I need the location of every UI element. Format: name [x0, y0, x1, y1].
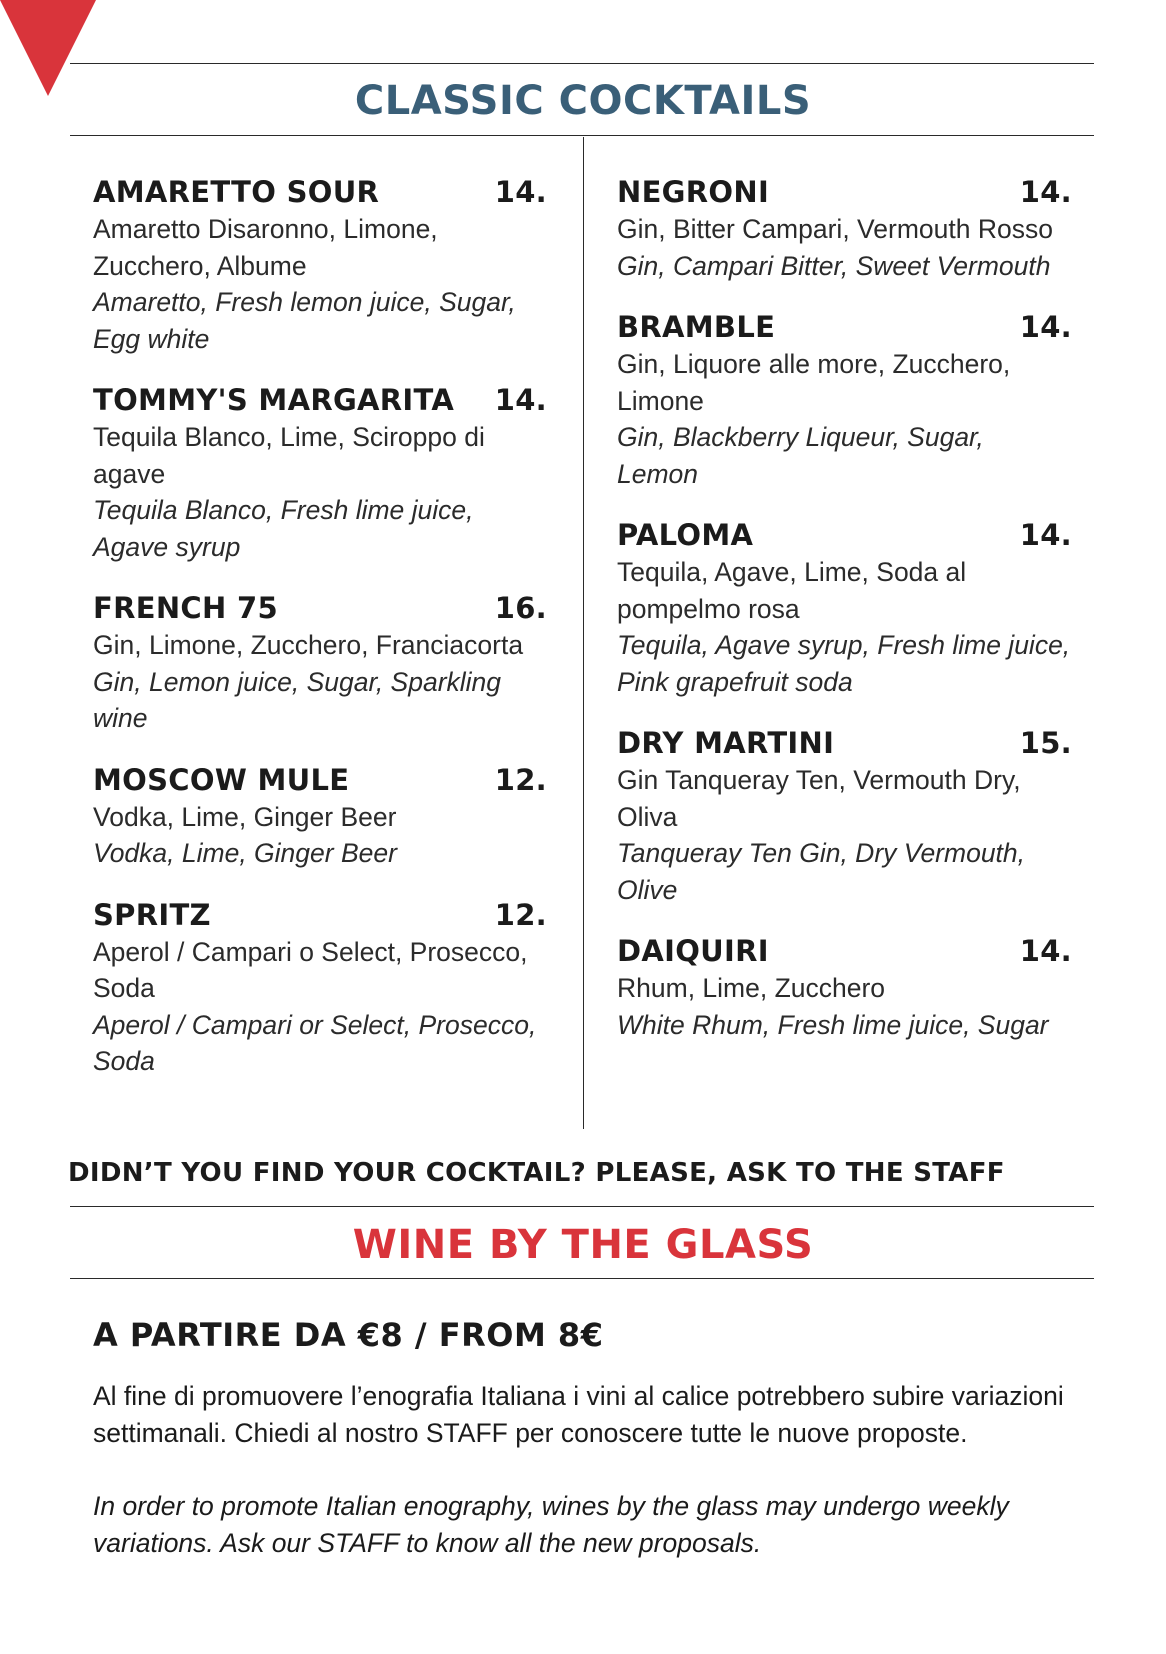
menu-item: [617, 308, 1072, 492]
section-title-wine: WINE BY THE GLASS: [352, 1222, 814, 1268]
item-ingredients-it: Gin, Liquore alle more, Zucchero, Limone: [617, 349, 1011, 416]
item-price: 14.: [494, 175, 547, 209]
divider-wine-top: [70, 1206, 1094, 1207]
item-ingredients-en: Vodka, Lime, Ginger Beer: [93, 838, 397, 868]
wine-note-en: In order to promote Italian enography, wines by the glass may undergo weekly variations. Ask our STAFF to know all the new proposals.: [93, 1491, 1009, 1558]
item-ingredients-en: White Rhum, Fresh lime juice, Sugar: [617, 1009, 1049, 1040]
cocktail-column-right: [617, 173, 1072, 1067]
item-ingredients-it: Amaretto Disaronno, Limone, Zucchero, Albume: [93, 214, 438, 281]
item-ingredients-en: Tanqueray Ten Gin, Dry Vermouth, Olive: [617, 838, 1026, 905]
item-ingredients-it: Tequila Blanco, Lime, Sciroppo di agave: [93, 422, 485, 489]
menu-item: [93, 761, 547, 872]
section-title-cocktails: CLASSIC COCKTAILS: [354, 78, 812, 124]
item-name: BRAMBLE: [617, 310, 776, 344]
divider-cocktails-title: [70, 135, 1094, 136]
item-ingredients-en: Aperol / Campari or Select, Prosecco, Soda: [93, 1009, 537, 1076]
wine-price-from: A PARTIRE DA €8 / FROM 8€: [93, 1316, 604, 1354]
item-ingredients-en: Gin, Lemon juice, Sugar, Sparkling wine: [93, 666, 502, 733]
item-name: NEGRONI: [617, 175, 770, 209]
item-ingredients-en: Amaretto, Fresh lemon juice, Sugar, Egg white: [93, 287, 516, 354]
item-name: MOSCOW MULE: [93, 762, 350, 797]
item-price: 14.: [1019, 934, 1072, 968]
divider-wine-title: [70, 1278, 1094, 1279]
item-ingredients-it: Gin Tanqueray Ten, Vermouth Dry, Oliva: [617, 765, 1021, 832]
item-ingredients-it: Aperol / Campari o Select, Prosecco, Soda: [93, 936, 528, 1003]
divider-top: [70, 63, 1094, 64]
menu-item: [93, 589, 547, 737]
menu-item: [617, 724, 1072, 908]
menu-item: [93, 896, 547, 1080]
item-price: 15.: [1019, 726, 1072, 760]
item-price: 14.: [494, 383, 547, 417]
item-ingredients-it: Gin, Limone, Zucchero, Franciacorta: [93, 630, 524, 660]
item-ingredients-en: Gin, Blackberry Liqueur, Sugar, Lemon: [617, 422, 984, 489]
menu-item: [93, 173, 547, 357]
item-price: 12.: [494, 762, 547, 797]
item-name: DAIQUIRI: [617, 934, 769, 968]
item-price: 14.: [1019, 175, 1072, 209]
menu-item: [617, 516, 1072, 700]
menu-item: [617, 932, 1072, 1043]
item-price: 12.: [494, 897, 547, 932]
item-ingredients-it: Tequila, Agave, Lime, Soda al pompelmo rosa: [617, 557, 967, 624]
item-name: TOMMY'S MARGARITA: [93, 383, 455, 417]
item-ingredients-en: Gin, Campari Bitter, Sweet Vermouth: [617, 250, 1051, 281]
item-ingredients-en: Tequila Blanco, Fresh lime juice, Agave syrup: [93, 495, 474, 562]
item-ingredients-it: Vodka, Lime, Ginger Beer: [93, 801, 397, 832]
item-name: SPRITZ: [93, 897, 211, 932]
item-price: 14.: [1019, 518, 1072, 552]
item-ingredients-en: Tequila, Agave syrup, Fresh lime juice, Pink grapefruit soda: [617, 630, 1071, 697]
item-ingredients-it: Rhum, Lime, Zucchero: [617, 973, 886, 1003]
item-name: DRY MARTINI: [617, 726, 835, 760]
column-divider: [583, 137, 584, 1129]
staff-note: DIDN’T YOU FIND YOUR COCKTAIL? PLEASE, ASK TO THE STAFF: [68, 1158, 1005, 1188]
menu-item: [93, 381, 547, 565]
item-name: FRENCH 75: [93, 591, 278, 625]
item-ingredients-it: Gin, Bitter Campari, Vermouth Rosso: [617, 214, 1053, 244]
wine-note-it: Al fine di promuovere l’enografia Italiana i vini al calice potrebbero subire variazioni settimanali. Chiedi al nostro STAFF per conoscere tutte le nuove proposte.: [93, 1381, 1064, 1448]
cocktail-column-left: [93, 173, 547, 1104]
item-name: PALOMA: [617, 518, 754, 552]
item-name: AMARETTO SOUR: [93, 175, 380, 209]
menu-item: [617, 173, 1072, 284]
item-price: 16.: [494, 591, 547, 625]
item-price: 14.: [1019, 310, 1072, 344]
